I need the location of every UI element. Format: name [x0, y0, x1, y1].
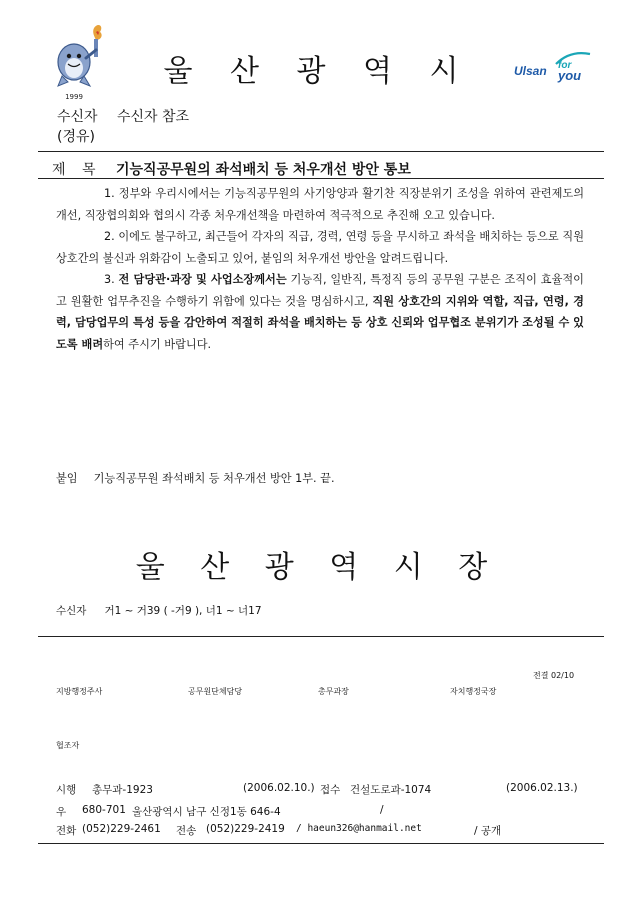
divider-top	[38, 151, 604, 152]
signer-1: 지방행정주사	[56, 687, 103, 696]
disclosure-status: / 공개	[474, 825, 502, 837]
brand-ulsan: Ulsan	[514, 64, 547, 78]
divider-bottom	[38, 843, 604, 844]
paragraph-2-text: 2. 이에도 불구하고, 최근들어 각자의 직급, 경력, 연령 등을 무시하고 좌석을 배치하는 등으로 직원 상호간의 불신과 위화감이 노출되고 있어, 붙임의 처우개선 방안을 알려드립니다.	[56, 230, 584, 265]
receivers-line	[56, 603, 262, 618]
attachment-line	[56, 470, 335, 486]
recipient-label: 수신자	[57, 109, 98, 125]
divider-subject	[38, 178, 604, 179]
receivers-value: 거1 ~ 거39 ( -거9 ), 너1 ~ 너17	[104, 605, 262, 617]
paragraph-3-emphasis: 직원 상호간의 지위와 역할, 직급, 연령, 경력, 담당업무의 특성 등을 감안하여 적절히 좌석을 배치하는 등 상호 신뢰와 업무협조 분위기가 조성될 수 있도록 배려	[56, 294, 584, 351]
subject-label: 제 목	[52, 162, 102, 178]
via-label: (경유)	[57, 129, 95, 145]
recipient-line	[57, 106, 189, 126]
enforce-date: (2006.02.10.)	[243, 782, 315, 794]
signer-4: 자치행정국장	[450, 687, 497, 696]
attachment-label: 붙임	[56, 472, 78, 485]
address: 울산광역시 남구 신정1동 646-4	[132, 806, 281, 818]
recipient-value: 수신자 참조	[117, 109, 190, 125]
page-number: 전결 02/10	[533, 671, 575, 680]
subject-text: 기능직공무원의 좌석배치 등 처우개선 방안 통보	[116, 162, 411, 178]
subject-line	[52, 159, 411, 179]
email-link[interactable]: / haeun326@hanmail.net	[296, 823, 422, 834]
divider-approval	[38, 636, 604, 637]
cooperator-label: 협조자	[56, 741, 80, 750]
ulsan-brand-icon	[512, 48, 594, 84]
ulsan-for-you-logo	[512, 48, 594, 84]
sender-title: 울 산 광 역 시 장	[135, 550, 501, 585]
receipt-number: 건설도로과-1074	[350, 784, 432, 796]
phone-number: (052)229-2461	[82, 823, 161, 835]
zip-code: 680-701	[82, 804, 126, 816]
brand-for: for	[558, 60, 572, 71]
attachment-text: 기능직공무원 좌석배치 등 처우개선 방안 1부. 끝.	[93, 472, 335, 485]
paragraph-3-num: 3.	[104, 273, 119, 286]
paragraph-3-middle: 기능직, 일반직, 특정직 등의 공무원 구분은 조직이 효율적이고 원활한 업무추진을 수행하기 위함에 있다는 것을 명심하시고,	[56, 273, 584, 308]
enforce-number: 총무과-1923	[92, 784, 153, 796]
paragraph-3-end: 하여 주시기 바랍니다.	[103, 337, 212, 351]
phone-label: 전화	[56, 825, 77, 837]
paragraph-2	[56, 226, 584, 269]
fax-number: (052)229-2419	[206, 823, 285, 835]
receivers-label: 수신자	[56, 605, 87, 617]
mascot-number: 1999	[65, 93, 83, 101]
receipt-date: (2006.02.13.)	[506, 782, 578, 794]
org-title: 울 산 광 역 시	[163, 54, 473, 89]
enforce-label: 시행	[56, 784, 77, 796]
paragraph-3-addressee: 전 담당관·과장 및 사업소장께서는	[118, 273, 287, 286]
paragraph-3	[56, 269, 584, 355]
fax-label: 전송	[176, 825, 197, 837]
receipt-label: 접수	[320, 784, 341, 796]
document-body	[56, 183, 584, 355]
address-slash: /	[380, 804, 384, 816]
zip-label: 우	[56, 806, 67, 818]
signer-3: 총무과장	[318, 687, 349, 696]
paragraph-1: 1. 정부와 우리시에서는 기능직공무원의 사기앙양과 활기찬 직장분위기 조성을 위하여 관련제도의 개선, 직장협의회와 협의시 각종 처우개선책을 마련하여 적극적으로 추진해 오고 있습니다.	[56, 187, 584, 222]
brand-you: you	[558, 68, 582, 83]
signer-2: 공무원단체담당	[188, 687, 243, 696]
